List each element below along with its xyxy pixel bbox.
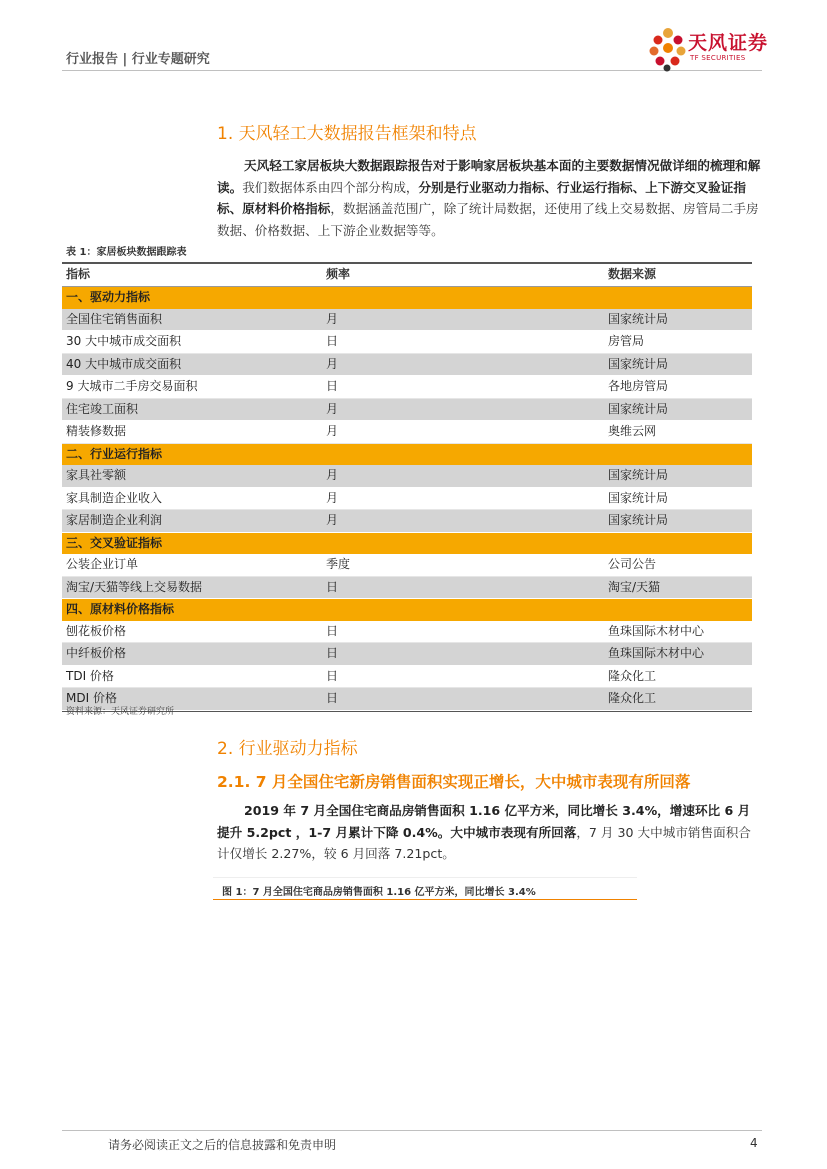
table-row	[62, 554, 752, 577]
table-section-title: 四、原材料价格指标	[66, 602, 175, 616]
table-cell: 家具社零额	[66, 468, 127, 482]
table-cell: 公装企业订单	[66, 557, 139, 571]
table-cell: 日	[326, 334, 339, 348]
table-section-row	[62, 533, 752, 555]
para-bold-1: 天风轻工家居板块大数据跟踪报告对于影响家居板块基本面的主要数据情况做详细的梳理和解读。	[217, 158, 761, 195]
table-cell: 日	[326, 623, 339, 638]
table-cell: 奥维云网	[608, 424, 657, 438]
table-cell: 月	[326, 468, 339, 482]
table-cell: 精装修数据	[66, 424, 127, 438]
table-row	[62, 399, 752, 422]
table-cell: 月	[326, 513, 339, 527]
table-cell: 隆众化工	[608, 668, 657, 683]
header-breadcrumb: 行业报告 | 行业专题研究	[66, 52, 210, 67]
table-section-title: 三、交叉验证指标	[66, 535, 163, 550]
table-section-row	[62, 287, 752, 309]
table-cell: 国家统计局	[608, 356, 669, 371]
section-2-paragraph	[217, 800, 762, 865]
table-cell: 国家统计局	[608, 513, 669, 527]
para-text-1: ，7 月 30 大中城市销售面积合计仅增长 2.27%，较 6 月回落 7.21pct。	[217, 824, 751, 861]
table-cell: 刨花板价格	[66, 623, 127, 638]
table-cell: 淘宝/天猫	[608, 579, 661, 594]
section-2-1-subtitle: 2.1. 7 月全国住宅新房销售面积实现正增长，大中城市表现有所回落	[217, 773, 691, 791]
footer-divider	[62, 1130, 762, 1131]
table-row	[62, 488, 752, 511]
table-header-row	[62, 262, 752, 287]
para-bold-1: 2019 年 7 月全国住宅商品房销售面积 1.16 亿平方米，同比增长 3.4%，增速环比 6 月提升 5.2pct ，1-7 月累计下降 0.4%。	[217, 803, 751, 840]
table-caption: 表 1：家居板块数据跟踪表	[66, 247, 187, 258]
table-cell: 公司公告	[608, 557, 657, 571]
table-cell: 鱼珠国际木材中心	[608, 623, 705, 638]
figure-caption-top-rule	[213, 877, 637, 878]
table-row	[62, 643, 752, 666]
page-number: 4	[750, 1136, 758, 1150]
para-bold-2: 大中城市表现有所回落	[450, 824, 577, 840]
table-cell: 日	[326, 691, 339, 705]
para-text-1: 我们数据体系由四个部分构成，	[242, 179, 419, 195]
table-cell: 国家统计局	[608, 401, 669, 416]
table-section-title: 一、驱动力指标	[66, 290, 151, 304]
table-cell: MDI 价格	[66, 691, 117, 705]
table-row	[62, 376, 752, 399]
table-cell: 30 大中城市成交面积	[66, 334, 182, 348]
table-cell: 淘宝/天猫等线上交易数据	[66, 579, 203, 594]
logo-english-name: TF SECURITIES	[690, 54, 746, 62]
para-bold-2: 分别是行业驱动力指标、行业运行指标、上下游交叉验证指标、原材料价格指标	[217, 179, 746, 216]
table-body	[62, 287, 752, 711]
footer-disclaimer: 请务必阅读正文之后的信息披露和免责申明	[108, 1138, 337, 1152]
table-row	[62, 354, 752, 377]
table-row	[62, 309, 752, 332]
table-cell: 中纤板价格	[66, 646, 127, 660]
table-cell: 季度	[326, 557, 351, 571]
table-cell: 国家统计局	[608, 468, 669, 482]
flower-logo-icon	[648, 26, 688, 72]
data-tracking-table	[62, 262, 752, 712]
table-cell: 月	[326, 401, 339, 416]
table-cell: 月	[326, 424, 339, 438]
table-cell: 国家统计局	[608, 311, 669, 326]
table-cell: 日	[326, 646, 339, 660]
table-cell: 房管局	[608, 334, 645, 348]
table-row	[62, 421, 752, 444]
table-header-cell: 数据来源	[608, 267, 657, 281]
table-source: 资料来源：天风证券研究所	[66, 707, 175, 717]
logo-chinese-name: 天风证券	[688, 32, 769, 54]
table-cell: 家具制造企业收入	[66, 490, 163, 505]
table-row	[62, 666, 752, 689]
figure-caption: 图 1：7 月全国住宅商品房销售面积 1.16 亿平方米，同比增长 3.4%	[222, 887, 536, 898]
table-cell: 各地房管局	[608, 379, 669, 393]
table-header-cell: 指标	[66, 267, 91, 281]
section-2-title: 2. 行业驱动力指标	[217, 739, 358, 759]
table-cell: 家居制造企业利润	[66, 513, 163, 527]
table-row	[62, 331, 752, 354]
section-1-title: 1. 天风轻工大数据报告框架和特点	[217, 124, 477, 144]
table-header-cell: 频率	[326, 267, 351, 281]
figure-caption-rule	[213, 899, 637, 900]
table-cell: 日	[326, 579, 339, 594]
table-row	[62, 621, 752, 644]
table-cell: 月	[326, 356, 339, 371]
table-row	[62, 577, 752, 600]
table-cell: TDI 价格	[66, 668, 114, 683]
table-cell: 月	[326, 490, 339, 505]
table-cell: 40 大中城市成交面积	[66, 356, 182, 371]
table-cell: 9 大城市二手房交易面积	[66, 379, 198, 393]
table-section-row	[62, 444, 752, 466]
company-logo	[648, 26, 769, 72]
table-cell: 全国住宅销售面积	[66, 311, 163, 326]
table-cell: 日	[326, 379, 339, 393]
table-cell: 隆众化工	[608, 691, 657, 705]
section-1-paragraph	[217, 155, 762, 241]
table-cell: 鱼珠国际木材中心	[608, 646, 705, 660]
table-row	[62, 465, 752, 488]
table-section-title: 二、行业运行指标	[66, 446, 163, 461]
para-text-2: ，数据涵盖范围广，除了统计局数据，还使用了线上交易数据、房管局二手房数据、价格数据、上下游企业数据等等。	[217, 201, 759, 238]
table-row	[62, 510, 752, 533]
table-cell: 国家统计局	[608, 490, 669, 505]
table-cell: 日	[326, 668, 339, 683]
table-cell: 住宅竣工面积	[66, 401, 139, 416]
table-section-row	[62, 599, 752, 621]
table-cell: 月	[326, 311, 339, 326]
